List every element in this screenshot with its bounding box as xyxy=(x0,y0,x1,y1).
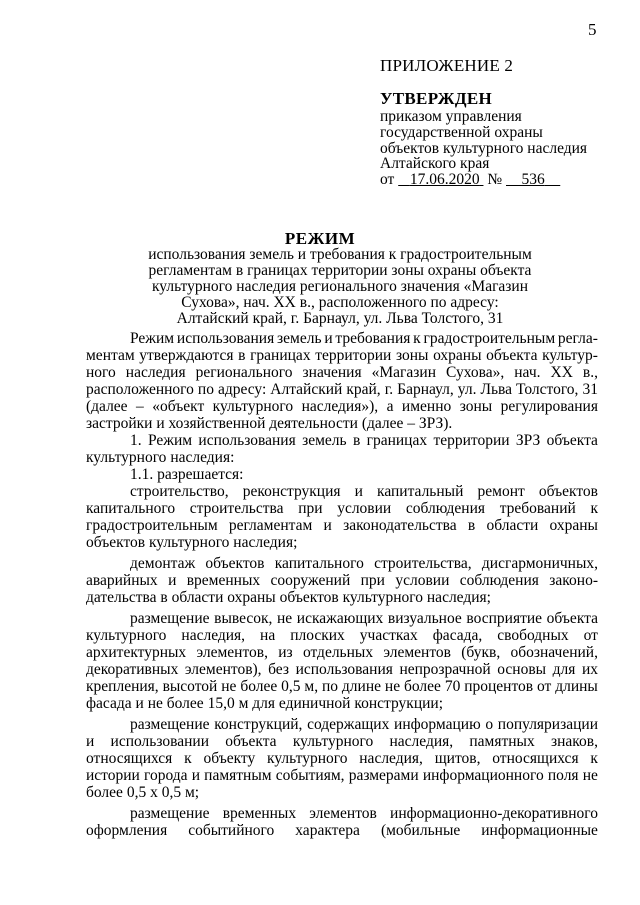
body-line: декоративных элементов), без использования непрозрачной основы для их xyxy=(86,661,598,678)
approval-line: объектов культурного наследия xyxy=(380,139,588,157)
body-line: ментам утверждаются в границах территории зоны охраны объекта культур- xyxy=(86,347,598,364)
body-line: более 0,5 х 0,5 м; xyxy=(86,784,200,801)
body-line: аварийных и временных сооружений при условии соблюдения законо- xyxy=(86,572,598,589)
subtitle-line: использования земель и требования к градостроительным xyxy=(148,246,532,263)
body-line: 1. Режим использования земель в границах территории ЗРЗ объекта xyxy=(130,432,598,449)
body-line: размещение временных элементов информационно-декоративного xyxy=(130,805,598,822)
body-line: архитектурных элементов, из отдельных элементов (букв, обозначений, xyxy=(86,644,598,661)
body-line: оформления событийного характера (мобильные информационные xyxy=(86,822,598,839)
body-line: строительство, реконструкция и капитальный ремонт объектов xyxy=(130,483,598,500)
regime-title: РЕЖИМ xyxy=(284,229,356,248)
body-line: ного наследия регионального значения «Магазин Сухова», нач. ХХ в., xyxy=(86,364,598,381)
subtitle-line: регламентам в границах территории зоны охраны объекта xyxy=(148,262,532,279)
body-line: размещение конструкций, содержащих информацию о популяризации xyxy=(130,716,598,733)
body-line: объектов культурного наследия; xyxy=(86,534,298,551)
approval-block xyxy=(380,89,620,188)
body-line: 1.1. разрешается: xyxy=(130,466,244,483)
body-line: застройки и хозяйственной деятельности (далее – ЗРЗ). xyxy=(86,415,453,432)
body-line: и использовании объекта культурного наследия, памятных знаков, xyxy=(86,733,598,750)
approval-line: государственной охраны xyxy=(380,123,543,141)
body-line: культурного наследия: xyxy=(86,449,235,466)
body-line: фасада и не более 15,0 м для единичной конструкции; xyxy=(86,695,444,712)
body-line: (далее – «объект культурного наследия»), а именно зоны регулирования xyxy=(86,398,598,415)
number-sign: № xyxy=(487,171,503,189)
page-number: 5 xyxy=(588,20,597,39)
body-line: размещение вывесок, не искажающих визуальное восприятие объекта xyxy=(130,610,598,627)
body-line: градостроительным регламентам и законодательства в области охраны xyxy=(86,517,598,534)
subtitle-line: Алтайский край, г. Барнаул, ул. Льва Толстого, 31 xyxy=(176,310,504,327)
body-line: расположенного по адресу: Алтайский край, г. Барнаул, ул. Льва Толстого, 31 xyxy=(86,381,598,398)
body-line: относящихся к объекту культурного наследия, щитов, относящихся к xyxy=(86,750,598,767)
body-line: капитального строительства при условии соблюдения требований к xyxy=(86,500,598,517)
subtitle-line: Сухова», нач. ХХ в., расположенного по адресу: xyxy=(181,294,499,311)
body-line: крепления, высотой не более 0,5 м, по длине не более 70 процентов от длины xyxy=(86,678,598,695)
approval-line: Алтайского края xyxy=(380,155,490,173)
date-prefix: от xyxy=(380,171,395,189)
body-line: Режим использования земель и требования к градостроительным регла- xyxy=(130,330,598,347)
body-line: демонтаж объектов капитального строительства, дисгармоничных, xyxy=(130,555,598,572)
approved-heading: УТВЕРЖДЕН xyxy=(380,89,493,108)
approval-number: 536 xyxy=(521,171,545,189)
body-line: дательства в области охраны объектов культурного наследия; xyxy=(86,589,491,606)
regime-subtitle xyxy=(120,247,560,327)
subtitle-line: культурного наследия регионального значения «Магазин xyxy=(151,278,529,295)
approval-line: приказом управления xyxy=(380,108,522,125)
appendix-title: ПРИЛОЖЕНИЕ 2 xyxy=(380,56,514,75)
approval-date: 17.06.2020 xyxy=(409,171,480,189)
body-text xyxy=(86,330,598,839)
body-line: истории города и памятным событиям, размерами информационного поля не xyxy=(86,767,598,784)
approval-date-row xyxy=(380,172,620,188)
body-line: культурного наследия, на плоских участках фасада, свободных от xyxy=(86,627,598,644)
